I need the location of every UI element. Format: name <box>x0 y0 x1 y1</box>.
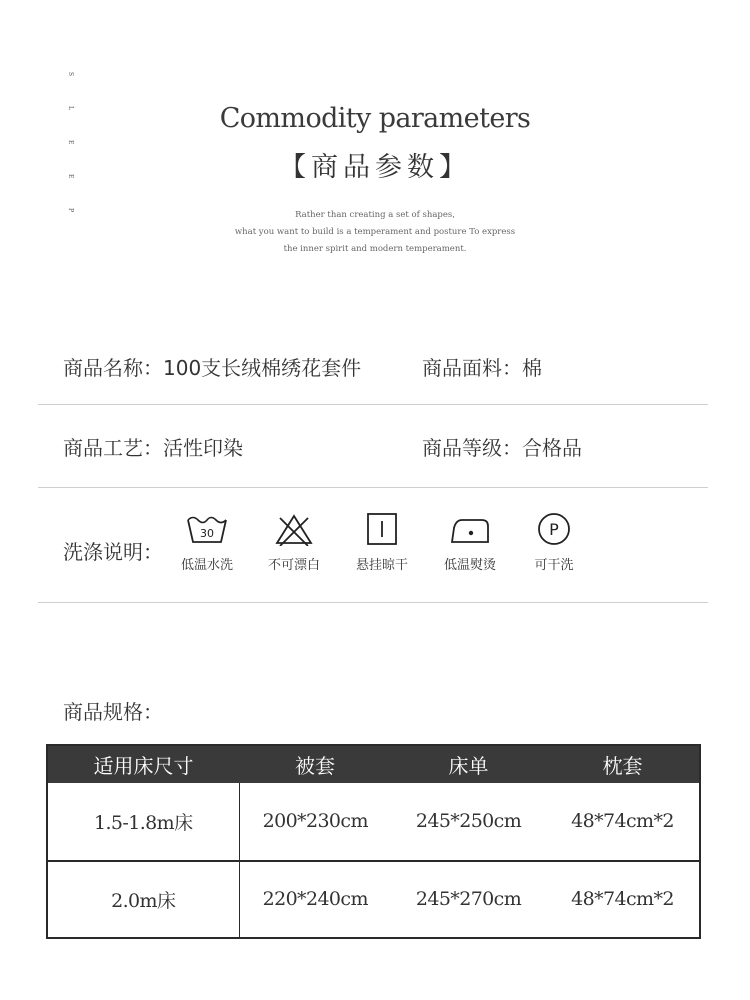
column-header: 床单 <box>391 745 546 783</box>
line-dry-icon <box>360 512 404 546</box>
spec-label: 商品规格： <box>63 700 163 724</box>
param-craft: 商品工艺：活性印染 <box>63 436 243 460</box>
care-item-dry <box>342 512 422 573</box>
dry-clean-letter: P <box>549 520 559 539</box>
dry-clean-p-icon <box>532 512 576 546</box>
title-english: Commodity parameters <box>219 103 531 134</box>
iron-low-icon <box>448 512 492 546</box>
care-item-wash <box>167 512 247 573</box>
side-letter: E <box>67 174 74 179</box>
table-cell: 1.5-1.8m床 <box>47 783 239 861</box>
param-fabric: 商品面料：棉 <box>422 356 542 380</box>
side-letter: L <box>67 106 74 110</box>
tagline-line: what you want to build is a temperament and posture To express <box>234 227 516 237</box>
table-cell: 200*230cm <box>262 810 368 833</box>
care-caption: 低温水洗 <box>180 558 233 573</box>
side-letter: E <box>67 140 74 145</box>
table-header-row <box>47 745 700 783</box>
column-header: 适用床尺寸 <box>47 745 239 783</box>
care-caption: 可干洗 <box>534 558 574 573</box>
wash-30-icon <box>185 512 229 546</box>
tagline-line: the inner spirit and modern temperament. <box>283 244 467 254</box>
column-header: 被套 <box>239 745 391 783</box>
care-item-iron <box>430 512 510 573</box>
tagline <box>0 207 750 258</box>
table-row <box>47 861 700 939</box>
care-caption: 低温熨烫 <box>443 558 496 573</box>
param-grade: 商品等级：合格品 <box>422 436 582 460</box>
table-cell: 48*74cm*2 <box>571 810 674 833</box>
side-letter: P <box>67 208 74 213</box>
divider <box>38 404 708 405</box>
tagline-line: Rather than creating a set of shapes, <box>295 210 455 220</box>
divider <box>38 602 708 603</box>
param-name: 商品名称：100支长绒棉绣花套件 <box>63 356 362 380</box>
table-row <box>47 783 700 861</box>
no-bleach-icon <box>272 512 316 546</box>
care-item-dryclean <box>514 512 594 573</box>
column-header: 枕套 <box>546 745 700 783</box>
table-cell: 220*240cm <box>239 861 391 939</box>
table-cell: 245*270cm <box>391 861 546 939</box>
care-item-bleach <box>254 512 334 573</box>
care-caption: 不可漂白 <box>267 558 320 573</box>
divider <box>38 487 708 488</box>
table-cell: 2.0m床 <box>47 861 239 939</box>
care-label: 洗涤说明： <box>63 540 163 564</box>
side-letter: S <box>67 72 74 77</box>
table-cell: 245*250cm <box>415 810 522 833</box>
care-caption: 悬挂晾干 <box>355 558 408 573</box>
title-chinese: 【商品参数】 <box>279 152 471 183</box>
spec-table <box>46 744 701 939</box>
wash-temp-text: 30 <box>200 527 214 540</box>
table-cell: 48*74cm*2 <box>546 861 700 939</box>
